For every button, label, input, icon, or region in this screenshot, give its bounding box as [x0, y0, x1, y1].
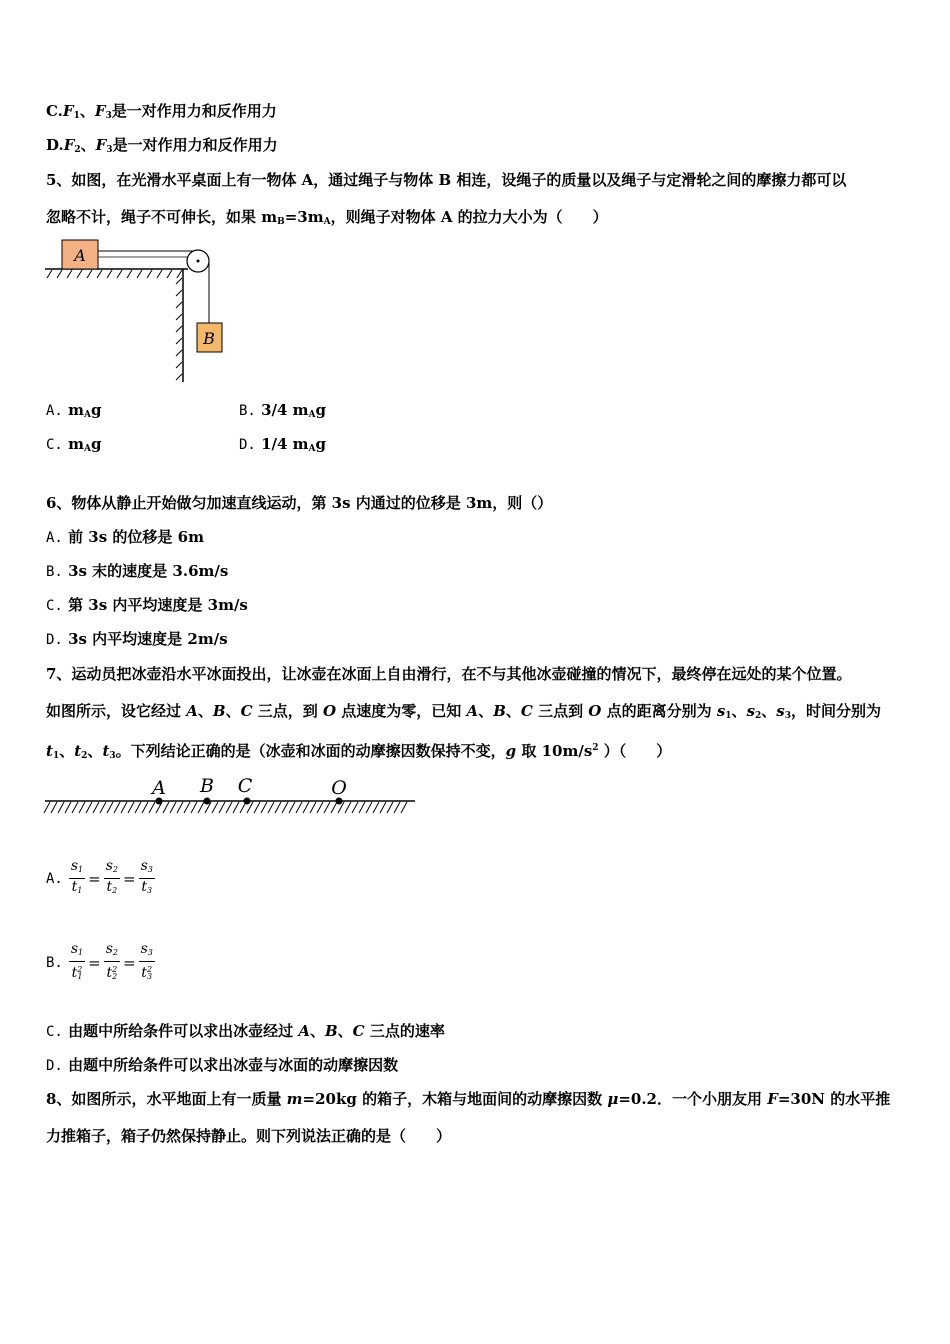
point-a-label: A [152, 777, 166, 799]
fraction-s2-t2: $\frac{s_2}{t_2}$ [105, 858, 118, 895]
q5-option-b: B. 3/4 $m_Ag$ [239, 401, 327, 420]
q5-option-d: D. 1/4 $m_Ag$ [239, 435, 327, 454]
point-c [244, 798, 251, 805]
ice-hatching [44, 802, 407, 813]
q6-option-b: B. 3s 末的速度是 3.6m/s [46, 562, 229, 580]
q6-stem: 6、物体从静止开始做匀加速直线运动，第 3s 内通过的位移是 3m，则（） [46, 494, 553, 512]
point-c-label: C [237, 775, 253, 797]
block-a-label: A [74, 246, 86, 265]
q7-stem-line3: $t_1$、$t_2$、$t_3$。下列结论正确的是（冰壶和冰面的动摩擦因数保持不变，g 取 $10m/s^2$ ）（ ） [46, 742, 672, 761]
fraction-s1-t1: $\frac{s_1}{t_1}$ [70, 858, 84, 895]
q8-stem-line2: 力推箱子，箱子仍然保持静止。则下列说法正确的是（ ） [46, 1127, 452, 1145]
fraction-s2-t2sq: $\frac{s_2}{t^2_2}$ [105, 941, 118, 981]
curling-diagram [40, 772, 420, 818]
q6-option-a: A. 前 3s 的位移是 6m [46, 528, 204, 546]
pulley-diagram [40, 236, 230, 386]
point-o-label: O [331, 777, 347, 799]
q4-option-d: $D.F_2$、$F_3$是一对作用力和反作用力 [46, 136, 278, 155]
point-b-label: B [200, 775, 214, 797]
q6-option-c: C. 第 3s 内平均速度是 3m/s [46, 596, 248, 614]
fraction-s1-t1sq: $\frac{s_1}{t^2_1}$ [70, 941, 84, 981]
wall-hatching [176, 278, 182, 380]
q4-option-c: $C.F_1$、$F_3$是一对作用力和反作用力 [46, 102, 277, 121]
point-b [204, 798, 211, 805]
q7-stem-line2: 如图所示，设它经过 A、B、C 三点，到 O 点速度为零，已知 A、B、C 三点到 O 点的距离分别为 $s_1$、$s_2$、$s_3$，时间分别为 [46, 702, 882, 721]
q6-option-d: D. 3s 内平均速度是 2m/s [46, 630, 228, 648]
q7-option-b: B. $\frac{s_1}{t^2_1}$ = $\frac{s_2}{t^2_2}$ = $\frac{s_3}{t^2_3}$ [46, 941, 155, 985]
q5-stem-line1: 5、如图，在光滑水平桌面上有一物体 A，通过绳子与物体 B 相连，设绳子的质量以及绳子与定滑轮之间的摩擦力都可以 [46, 171, 847, 189]
fraction-s3-t3sq: $\frac{s_3}{t^2_3}$ [140, 941, 153, 981]
q7-option-c: C. 由题中所给条件可以求出冰壶经过 A、B、C 三点的速率 [46, 1022, 445, 1040]
q7-stem-line1: 7、运动员把冰壶沿水平冰面投出，让冰壶在冰面上自由滑行，在不与其他冰壶碰撞的情况下，最终停在远处的某个位置。 [46, 665, 852, 683]
q7-option-a: A. $\frac{s_1}{t_1}$ = $\frac{s_2}{t_2}$ = $\frac{s_3}{t_3}$ [46, 858, 155, 899]
q7-option-d: D. 由题中所给条件可以求出冰壶与冰面的动摩擦因数 [46, 1056, 399, 1074]
q8-stem-line1: 8、如图所示，水平地面上有一质量 m=20kg 的箱子，木箱与地面间的动摩擦因数 μ=0.2．一个小朋友用 F=30N 的水平推 [46, 1090, 891, 1108]
block-b-label: B [203, 329, 215, 348]
fraction-s3-t3: $\frac{s_3}{t_3}$ [140, 858, 153, 895]
q5-option-c: C. $m_Ag$ [46, 435, 102, 454]
q5-stem-line2: 忽略不计，绳子不可伸长，如果 $m_B=3m_A$，则绳子对物体 A 的拉力大小为（ ） [46, 208, 608, 227]
table-hatching [47, 270, 182, 278]
q5-option-a: A. $m_Ag$ [46, 401, 102, 420]
